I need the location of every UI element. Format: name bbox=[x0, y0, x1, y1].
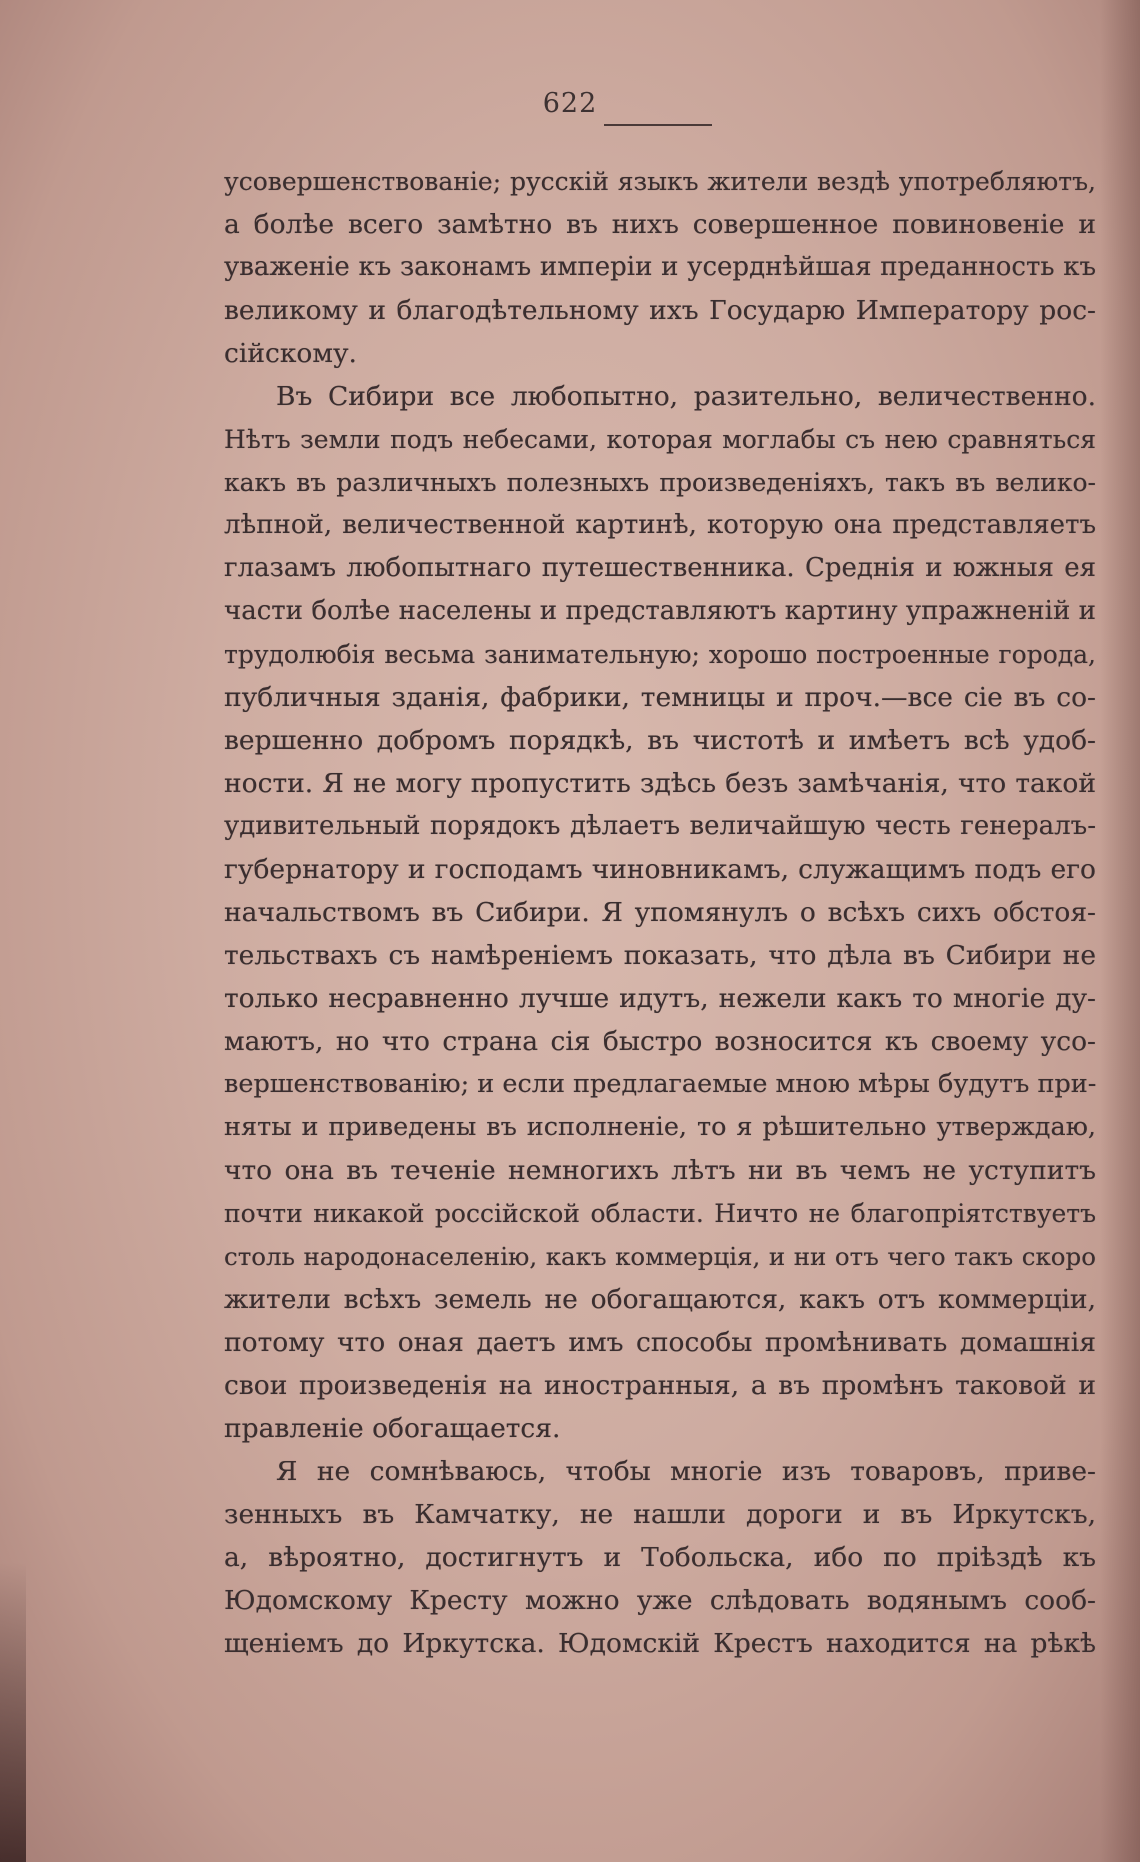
text-line: няты и приведены въ исполненіе, то я рѣшительно утверждаю, bbox=[224, 1112, 1096, 1142]
text-line: тельствахъ съ намѣреніемъ показать, что дѣла въ Сибири не bbox=[224, 940, 1096, 971]
text-line: маютъ, но что страна сія быстро возносится къ своему усо- bbox=[224, 1026, 1096, 1057]
text-line: начальствомъ въ Сибири. Я упомянулъ о всѣхъ сихъ обстоя- bbox=[224, 897, 1096, 928]
text-line: а болѣе всего замѣтно въ нихъ совершенное повиновеніе и bbox=[224, 209, 1096, 240]
text-line: великому и благодѣтельному ихъ Государю Императору рос- bbox=[224, 295, 1096, 326]
text-line: щеніемъ до Иркутска. Юдомскій Крестъ находится на рѣкѣ bbox=[224, 1628, 1096, 1659]
text-line: Нѣтъ земли подъ небесами, которая моглабы съ нею сравняться bbox=[224, 425, 1096, 454]
text-line: публичныя зданія, фабрики, темницы и проч.—все сіе въ со- bbox=[224, 682, 1096, 713]
text-line: Я не сомнѣваюсь, чтобы многіе изъ товаровъ, приве- bbox=[276, 1456, 1096, 1487]
text-line: ности. Я не могу пропустить здѣсь безъ замѣчанія, что такой bbox=[224, 768, 1096, 799]
text-line: вершенствованію; и если предлагаемые мною мѣры будутъ при- bbox=[224, 1069, 1097, 1099]
text-line: только несравненно лучше идутъ, нежели какъ то многіе ду- bbox=[224, 983, 1096, 1014]
page-number: 622 bbox=[542, 88, 598, 119]
text-line: сійскому. bbox=[224, 338, 357, 369]
text-line: лѣпной, величественной картинѣ, которую она представляетъ bbox=[224, 510, 1096, 540]
text-line: глазамъ любопытнаго путешественника. Среднія и южныя ея bbox=[224, 553, 1096, 583]
text-line: зенныхъ въ Камчатку, не нашли дороги и въ Иркутскъ, bbox=[224, 1499, 1096, 1530]
text-line: губернатору и господамъ чиновникамъ, служащимъ подъ его bbox=[224, 854, 1096, 885]
text-line: Юдомскому Кресту можно уже слѣдовать водянымъ сооб- bbox=[224, 1585, 1096, 1616]
text-line: почти никакой россійской области. Ничто не благопріятствуетъ bbox=[224, 1199, 1096, 1228]
text-line: что она въ теченіе немногихъ лѣтъ ни въ чемъ не уступитъ bbox=[224, 1155, 1096, 1186]
body-text bbox=[224, 160, 1096, 1665]
text-line: какъ въ различныхъ полезныхъ произведеніяхъ, такъ въ велико- bbox=[224, 468, 1096, 497]
text-line: удивительный порядокъ дѣлаетъ величайшую честь генералъ- bbox=[224, 811, 1096, 841]
text-line: жители всѣхъ земель не обогащаются, какъ отъ коммерціи, bbox=[224, 1284, 1096, 1315]
page-edge-shadow bbox=[1100, 0, 1140, 1862]
text-line: уваженіе къ законамъ имперіи и усерднѣйшая преданность къ bbox=[224, 252, 1096, 282]
text-line: части болѣе населены и представляютъ картину упражненій и bbox=[224, 596, 1096, 626]
text-line: свои произведенія на иностранныя, а въ промѣнъ таковой и bbox=[224, 1370, 1096, 1401]
text-line: правленіе обогащается. bbox=[224, 1413, 561, 1444]
binding-shadow bbox=[0, 1562, 26, 1862]
text-line: столь народонаселенію, какъ коммерція, и ни отъ чего такъ скоро bbox=[224, 1242, 1096, 1271]
text-line: потому что оная даетъ имъ способы промѣнивать домашнія bbox=[224, 1327, 1096, 1358]
text-line: а, вѣроятно, достигнутъ и Тобольска, ибо по пріѣздѣ къ bbox=[224, 1542, 1096, 1573]
text-line: вершенно добромъ порядкѣ, въ чистотѣ и имѣетъ всѣ удоб- bbox=[224, 725, 1096, 756]
text-line: усовершенствованіе; русскій языкъ жители вездѣ употребляютъ, bbox=[224, 167, 1096, 196]
text-line: Въ Сибири все любопытно, разительно, величественно. bbox=[276, 381, 1096, 412]
text-line: трудолюбія весьма занимательную; хорошо построенные города, bbox=[224, 640, 1096, 669]
page-number-rule bbox=[604, 124, 712, 126]
